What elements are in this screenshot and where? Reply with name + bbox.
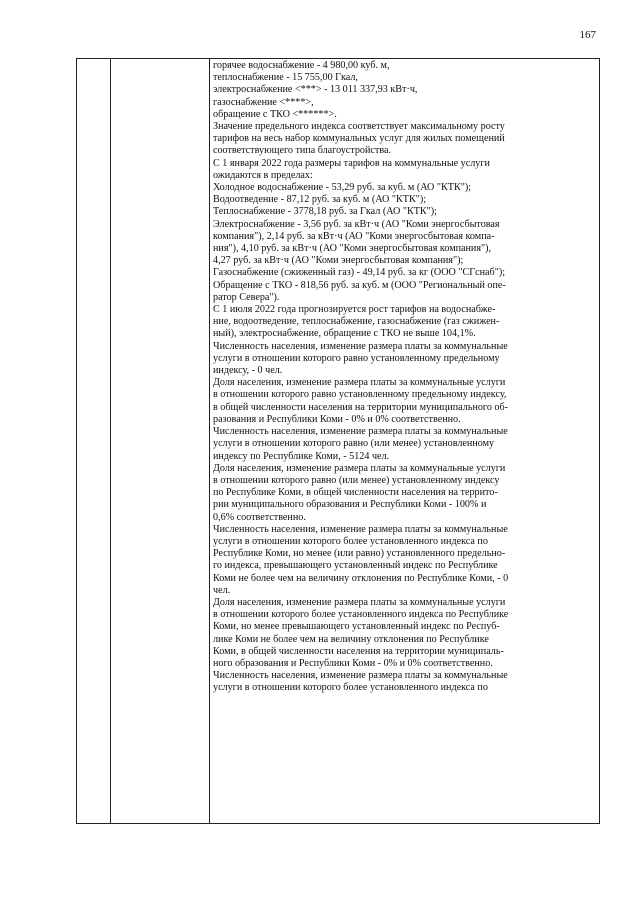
text-line: горячее водоснабжение - 4 980,00 куб. м, (213, 60, 390, 71)
text-line: электроснабжение <***> - 13 011 337,93 кВт·ч, (213, 84, 418, 96)
text-line: обращение с ТКО <******>. (213, 108, 337, 120)
text-line: ние, водоотведение, теплоснабжение, газоснабжение (газ сжижен- (213, 316, 500, 328)
text-line: Водоотведение - 87,12 руб. за куб. м (АО "КТК"); (213, 194, 427, 206)
text-line: услуги в отношении которого равно (или менее) установленному (213, 438, 495, 450)
text-line: Электроснабжение - 3,56 руб. за кВт·ч (АО "Коми энергосбытовая (213, 218, 500, 230)
text-line: в общей численности населения на территории муниципального об- (213, 401, 508, 413)
text-line: Доля населения, изменение размера платы за коммунальные услуги (213, 596, 506, 608)
text-line: в отношении которого более установленного индекса по Республике (213, 609, 509, 621)
text-line: Доля населения, изменение размера платы за коммунальные услуги (213, 462, 506, 474)
text-line: соответствующего типа благоустройства. (213, 145, 391, 157)
text-line: Теплоснабжение - 3778,18 руб. за Гкал (АО "КТК"); (213, 206, 437, 218)
text-line: С 1 января 2022 года размеры тарифов на коммунальные услуги (213, 157, 490, 169)
text-line: услуги в отношении которого равно установленному предельному (213, 352, 500, 364)
text-line: ный), электроснабжение, обращение с ТКО не выше 104,1%. (213, 328, 476, 340)
text-line: лике Коми не более чем на величину отклонения по Республике (213, 633, 489, 645)
page-number: 167 (579, 29, 596, 41)
text-line: Численность населения, изменение размера платы за коммунальные (213, 426, 508, 438)
text-line: услуги в отношении которого более установленного индекса по (213, 535, 488, 547)
text-line: Обращение с ТКО - 818,56 руб. за куб. м (ООО "Региональный опе- (213, 279, 506, 291)
text-line: ожидаются в пределах: (213, 169, 313, 181)
text-line: Доля населения, изменение размера платы за коммунальные услуги (213, 377, 506, 389)
table-cell-name (111, 59, 210, 824)
text-line: тарифов на весь набор коммунальных услуг для жилых помещений (213, 133, 505, 145)
text-line: Численность населения, изменение размера платы за коммунальные (213, 523, 508, 535)
text-line: Численность населения, изменение размера платы за коммунальные (213, 340, 508, 352)
text-line: индексу, - 0 чел. (213, 365, 283, 377)
table-row (77, 59, 600, 824)
text-line: Республике Коми, но менее (или равно) установленного предельно- (213, 548, 506, 560)
text-line: в отношении которого равно (или менее) установленному индексу (213, 474, 500, 486)
text-line: ратор Севера"). (213, 291, 280, 303)
text-line: Численность населения, изменение размера платы за коммунальные (213, 670, 508, 682)
text-line: 4,27 руб. за кВт·ч (АО "Коми энергосбытовая компания"); (213, 255, 464, 267)
text-line: теплоснабжение - 15 755,00 Гкал, (213, 72, 358, 84)
text-line: рии муниципального образования и Республики Коми - 100% и (213, 499, 487, 511)
content-text (213, 60, 595, 695)
text-line: Холодное водоснабжение - 53,29 руб. за куб. м (АО "КТК"); (213, 182, 472, 194)
text-line: компания"), 2,14 руб. за кВт·ч (АО "Коми энергосбытовая компа- (213, 230, 495, 242)
text-line: ного образования и Республики Коми - 0% и 0% соответственно. (213, 657, 493, 669)
text-line: го индекса, превышающего установленный индекс по Республике (213, 560, 498, 572)
text-line: газоснабжение <****>, (213, 96, 314, 108)
text-line: индексу по Республике Коми, - 5124 чел. (213, 450, 390, 462)
text-line: Значение предельного индекса соответствует максимальному росту (213, 121, 505, 133)
text-line: Газоснабжение (сжиженный газ) - 49,14 руб. за кг (ООО "СГснаб"); (213, 267, 506, 279)
text-line: Коми не более чем на величину отклонения по Республике Коми, - 0 (213, 572, 509, 584)
text-line: ния"), 4,10 руб. за кВт·ч (АО "Коми энергосбытовая компания"), (213, 243, 492, 255)
text-line: разования и Республики Коми - 0% и 0% соответственно. (213, 413, 461, 425)
text-line: Коми, но менее превышающего установленный индекс по Респуб- (213, 621, 500, 633)
document-table (76, 58, 600, 824)
text-line: С 1 июля 2022 года прогнозируется рост тарифов на водоснабже- (213, 304, 496, 316)
table-cell-index (77, 59, 111, 824)
table-cell-content (210, 59, 600, 824)
text-line: 0,6% соответственно. (213, 511, 306, 523)
text-line: услуги в отношении которого более установленного индекса по (213, 682, 488, 694)
text-line: чел. (213, 584, 231, 596)
text-line: Коми, в общей численности населения на территории муниципаль- (213, 645, 504, 657)
text-line: по Республике Коми, в общей численности населения на террито- (213, 487, 498, 499)
text-line: в отношении которого равно установленному предельному индексу, (213, 389, 507, 401)
